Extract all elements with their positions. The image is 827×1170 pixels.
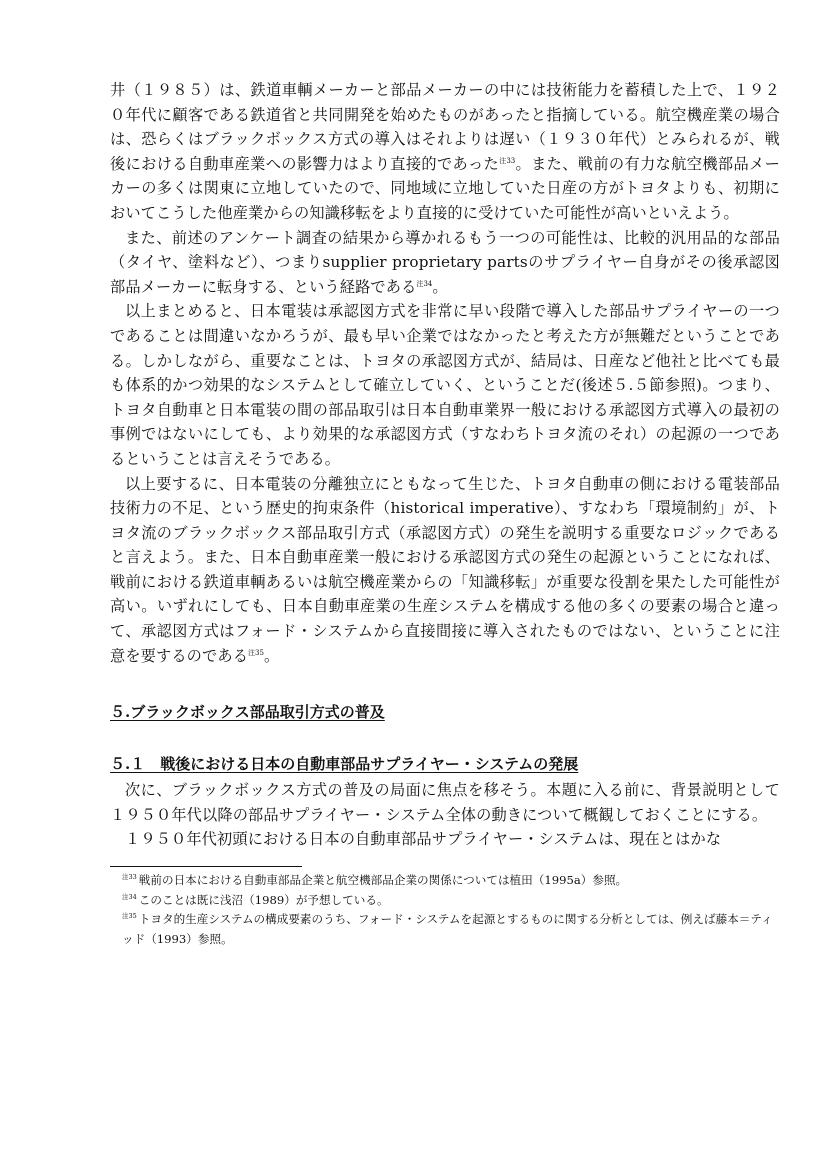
paragraph-text: また、前述のアンケート調査の結果から導かれるもう一つの可能性は、比較的汎用品的な部品（タイヤ、塗料など）、つまりsupplier proprietary partsのサプライヤー自身がその後承認図部品メーカーに転身する、という経路である <box>110 228 780 296</box>
body-paragraph-5: 次に、ブラックボックス方式の普及の局面に焦点を移そう。本題に入る前に、背景説明として１９５０年代以降の部品サプライヤー・システム全体の動きについて概観しておくことにする。 <box>110 781 780 824</box>
paragraph-text: 以上要するに、日本電装の分離独立にともなって生じた、トヨタ自動車の側における電装部品技術力の不足、という歴史的拘束条件（historical imperative）、すなわち「環境制約」が、トヨタ流のブラックボックス部品取引方式（承認図方式）の発生を説明する重要なロジックであると言えよう。また、日本自動車産業一般における承認図方式の発生の起源ということになれば、戦前における鉄道車輌あるいは航空機産業からの「知識移転」が重要な役割を果たした可能性が高い。いずれにしても、日本自動車産業の生産システムを構成する他の多くの要素の場合と違って、承認図方式はフォード・システムから直接間接に導入されたものではない、ということに注意を要するのである <box>110 474 780 665</box>
paragraph-text: 以上まとめると、日本電装は承認図方式を非常に早い段階で導入した部品サプライヤーの一つであることは間違いなかろうが、最も早い企業ではなかったと考えた方が無難だということである。しかしながら、重要なことは、トヨタの承認図方式が、結局は、日産など他社と比べても最も体系的かつ効果的なシステムとして確立していく、ということだ(後述５.５節参照)。つまり、トヨタ自動車と日本電装の間の部品取引は日本自動車業界一般における承認図方式導入の最初の事例ではないにしても、より効果的な承認図方式（すなわちトヨタ流のそれ）の起源の一つであるということは言えそうである。 <box>110 302 781 468</box>
paragraph-text: 。また、戦前の有力な航空機部品メーカーの多くは関東に立地していたので、同地域に立地していた日産の方がトヨタよりも、初期においてこうした他産業からの知識移転をより直接的に受けていた可能性が高いといえよう。 <box>110 154 780 222</box>
footnote-reference-35[interactable]: 注35 <box>248 648 264 657</box>
footnote-reference-33[interactable]: 注33 <box>499 156 516 165</box>
paragraph-text: 。 <box>263 646 280 665</box>
footnote-34 <box>110 891 780 911</box>
document-page <box>110 78 780 949</box>
footnote-mark: 注34 <box>122 892 137 901</box>
paragraph-text: 。 <box>432 277 448 296</box>
footnote-33 <box>110 871 780 891</box>
footnote-mark: 注33 <box>122 873 137 882</box>
footnote-divider <box>110 866 302 867</box>
footnote-reference-34[interactable]: 注34 <box>416 279 433 288</box>
body-paragraph-2 <box>110 226 780 300</box>
footnote-mark: 注35 <box>122 912 137 921</box>
body-paragraph-1 <box>110 78 780 226</box>
paragraph-text: 井（１９８５）は、鉄道車輌メーカーと部品メーカーの中には技術能力を蓄積した上で、１９２０年代に顧客である鉄道省と共同開発を始めたものがあったと指摘している。航空機産業の場合は、恐らくはブラックボックス方式の導入はそれよりは遅い（１９３０年代）とみられるが、戦後における自動車産業への影響力はより直接的であった <box>110 81 780 173</box>
footnote-35 <box>110 910 780 949</box>
footnote-text: このことは既に浅沼（1989）が予想している。 <box>138 892 389 907</box>
section-heading: ５.ブラックボックス部品取引方式の普及 <box>110 703 385 722</box>
body-paragraph-4 <box>110 472 780 669</box>
body-paragraph-3 <box>110 299 780 471</box>
body-paragraph-6: １９５０年代初頭における日本の自動車部品サプライヤー・システムは、現在とはかな <box>125 830 722 849</box>
footnote-text: 戦前の日本における自動車部品企業と航空機部品企業の関係については植田（1995a）参照。 <box>138 873 628 888</box>
subsection-heading: ５.１ 戦後における日本の自動車部品サプライヤー・システムの発展 <box>110 755 579 774</box>
footnote-text: トヨタ的生産システムの構成要素のうち、フォード・システムを起源とするものに関する分析としては、例えば藤本＝ティッド（1993）参照。 <box>122 912 773 946</box>
